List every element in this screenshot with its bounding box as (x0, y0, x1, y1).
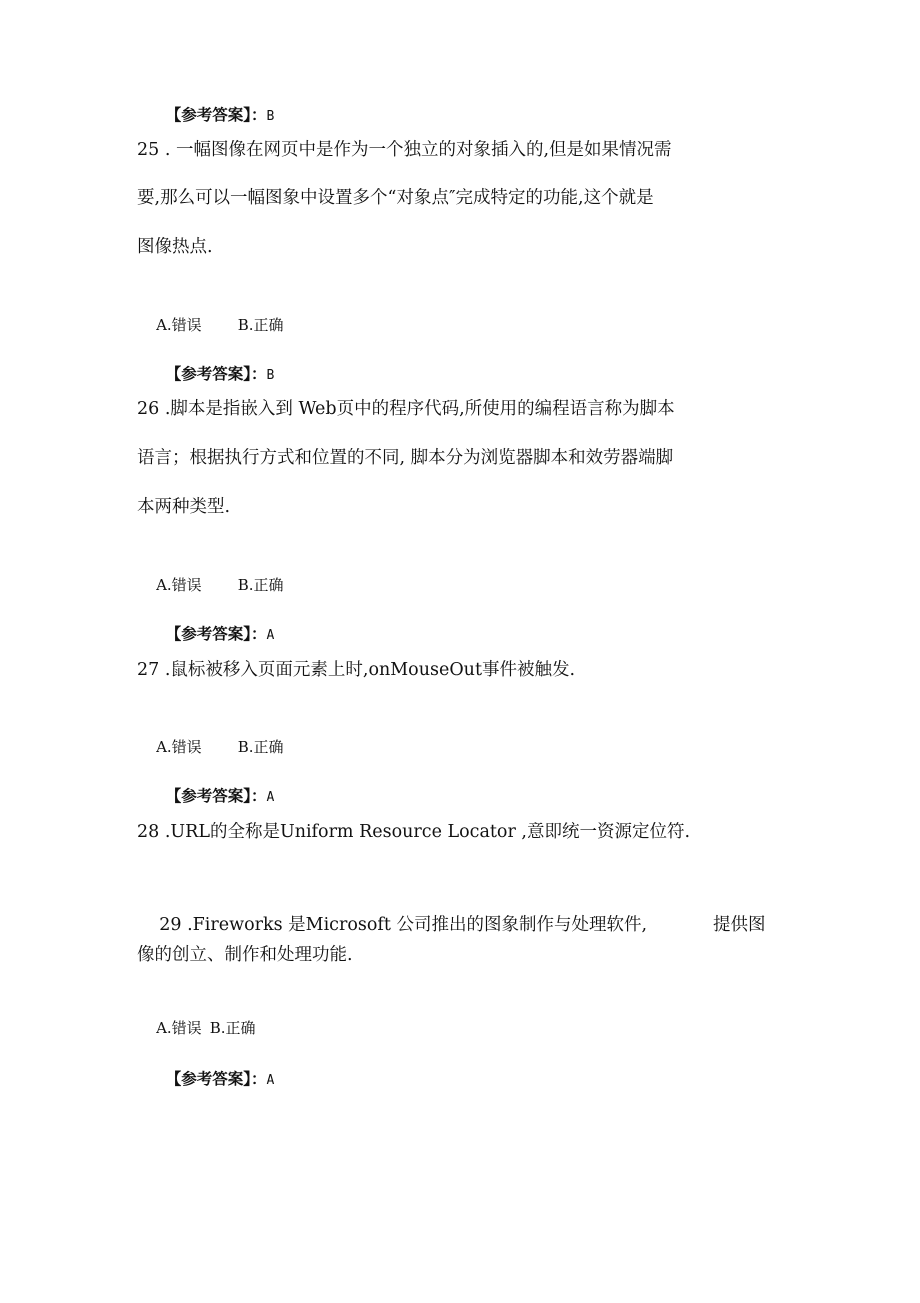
option-a: A.错误 (156, 316, 202, 334)
answer-value: A (266, 627, 275, 643)
answer-line (146, 1055, 274, 1103)
answer-label: 【参考答案】： (165, 104, 267, 124)
answer-value: B (266, 108, 275, 124)
option-a: A.错误 (156, 1019, 202, 1037)
answer-value: A (266, 789, 275, 805)
question-29-line-1-part-2: 提供图 (713, 914, 766, 935)
question-29-line-1 (137, 899, 766, 952)
options-25 (137, 303, 283, 348)
answer-label: 【参考答案】： (165, 623, 267, 643)
option-b: B.正确 (237, 738, 284, 756)
answer-value: A (266, 1072, 275, 1088)
option-a: A.错误 (156, 738, 202, 756)
question-29-line-1-part-1: 29 .Fireworks 是Microsoft 公司推出的图象制作与处理软件, (159, 914, 648, 935)
options-26 (137, 563, 283, 608)
answer-line (146, 91, 274, 139)
question-26-line-2: 语言；根据执行方式和位置的不同, 脚本分为浏览器脚本和效劳器端脚 (137, 448, 674, 468)
answer-line (146, 772, 274, 820)
option-b: B.正确 (237, 316, 284, 334)
answer-label: 【参考答案】： (165, 785, 267, 805)
answer-line (146, 350, 274, 398)
question-25-line-1: 25 . 一幅图像在网页中是作为一个独立的对象插入的,但是如果情况需 (137, 140, 672, 160)
question-25-line-3: 图像热点. (137, 237, 213, 257)
option-b: B.正确 (209, 1019, 256, 1037)
answer-value: B (266, 367, 275, 383)
question-26-line-3: 本两种类型. (137, 497, 231, 517)
options-27 (137, 725, 283, 770)
answer-line (146, 610, 274, 658)
question-28-line-1: 28 .URL的全称是Uniform Resource Locator ,意即统一资源定位符. (137, 822, 691, 842)
option-b: B.正确 (237, 576, 284, 594)
question-25-line-2: 要,那么可以一幅图象中设置多个“对象点″完成特定的功能,这个就是 (137, 188, 654, 208)
answer-label: 【参考答案】： (165, 363, 267, 383)
question-27-line-1: 27 .鼠标被移入页面元素上时,onMouseOut事件被触发. (137, 660, 576, 680)
question-29-line-2: 像的创立、制作和处理功能. (137, 945, 353, 965)
option-a: A.错误 (156, 576, 202, 594)
options-29 (137, 1006, 255, 1051)
question-26-line-1: 26 .脚本是指嵌入到 Web页中的程序代码,所使用的编程语言称为脚本 (137, 399, 675, 419)
answer-label: 【参考答案】： (165, 1068, 267, 1088)
